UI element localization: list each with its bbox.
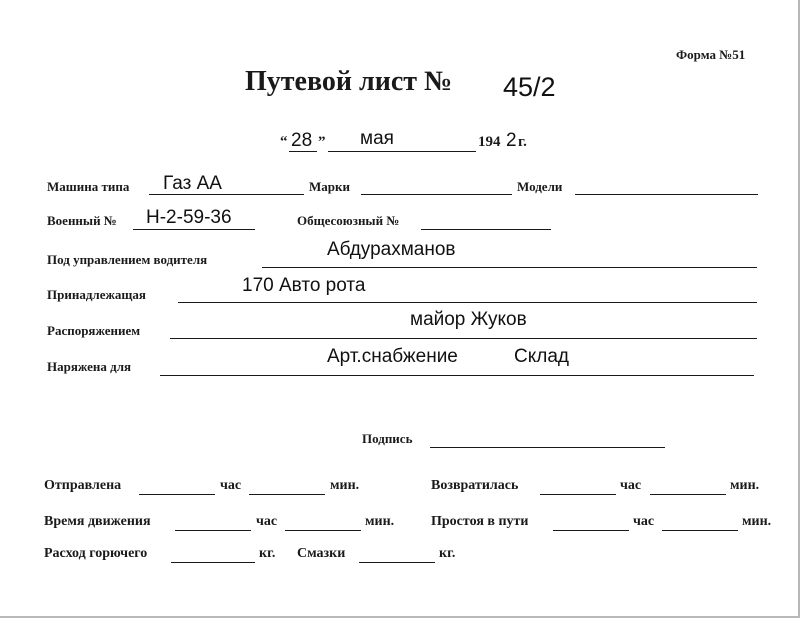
military-no-value[interactable]: Н-2-59-36 (146, 207, 232, 228)
returned-min-unit: мин. (730, 478, 760, 493)
fuel-line[interactable] (171, 562, 255, 563)
departed-min-line[interactable] (249, 494, 325, 495)
order-line (170, 338, 757, 339)
lube-line[interactable] (359, 562, 435, 563)
belongs-value[interactable]: 170 Авто рота (242, 275, 366, 296)
assigned-value-2[interactable]: Склад (514, 346, 569, 367)
idle-label: Простоя в пути (431, 514, 529, 529)
driver-label: Под управлением водителя (47, 252, 208, 267)
returned-hour-line[interactable] (540, 494, 616, 495)
military-no-label: Военный № (47, 213, 117, 228)
order-value[interactable]: майор Жуков (410, 309, 527, 330)
driver-value[interactable]: Абдурахманов (327, 239, 456, 260)
signature-line[interactable] (430, 447, 665, 448)
fuel-label: Расход горючего (44, 546, 148, 561)
date-month-value[interactable]: мая (360, 128, 394, 149)
date-close-quote: ” (318, 134, 326, 150)
date-open-quote: “ (280, 134, 288, 150)
fuel-unit: кг. (259, 546, 276, 561)
signature-label: Подпись (362, 431, 413, 446)
date-year-digit[interactable]: 2 (506, 130, 517, 151)
order-label: Распоряжением (47, 323, 141, 338)
vehicle-type-value[interactable]: Газ АА (163, 173, 222, 194)
model-label: Модели (517, 179, 563, 194)
page-title: Путевой лист № (245, 66, 453, 97)
idle-hour-unit: час (633, 514, 655, 529)
assigned-line (160, 375, 754, 376)
brand-line[interactable] (361, 194, 512, 195)
model-line[interactable] (575, 194, 758, 195)
idle-hour-line[interactable] (553, 530, 629, 531)
form-number: Форма №51 (676, 47, 746, 62)
returned-label: Возвратилась (431, 478, 519, 493)
date-day-value[interactable]: 28 (291, 130, 313, 151)
idle-min-unit: мин. (742, 514, 772, 529)
date-year-suffix: г. (518, 134, 527, 150)
travel-min-line[interactable] (285, 530, 361, 531)
civil-no-label: Общесоюзный № (297, 213, 400, 228)
belongs-label: Принадлежащая (47, 287, 146, 302)
civil-no-line[interactable] (421, 229, 551, 230)
departed-hour-line[interactable] (139, 494, 215, 495)
lube-unit: кг. (439, 546, 456, 561)
vehicle-type-label: Машина типа (47, 179, 130, 194)
departed-label: Отправлена (44, 478, 122, 493)
departed-min-unit: мин. (330, 478, 360, 493)
waybill-number-value[interactable]: 45/2 (503, 72, 556, 102)
returned-min-line[interactable] (650, 494, 726, 495)
assigned-value-1[interactable]: Арт.снабжение (327, 346, 458, 367)
idle-min-line[interactable] (662, 530, 738, 531)
brand-label: Марки (309, 179, 350, 194)
travel-hour-unit: час (256, 514, 278, 529)
driver-line (262, 267, 757, 268)
travel-hour-line[interactable] (175, 530, 251, 531)
travel-time-label: Время движения (44, 514, 151, 529)
lube-label: Смазки (297, 546, 346, 561)
date-year-prefix: 194 (478, 134, 501, 150)
military-no-line (133, 229, 255, 230)
returned-hour-unit: час (620, 478, 642, 493)
date-month-line (328, 151, 476, 152)
travel-min-unit: мин. (365, 514, 395, 529)
belongs-line (178, 302, 757, 303)
departed-hour-unit: час (220, 478, 242, 493)
assigned-label: Наряжена для (47, 359, 132, 374)
